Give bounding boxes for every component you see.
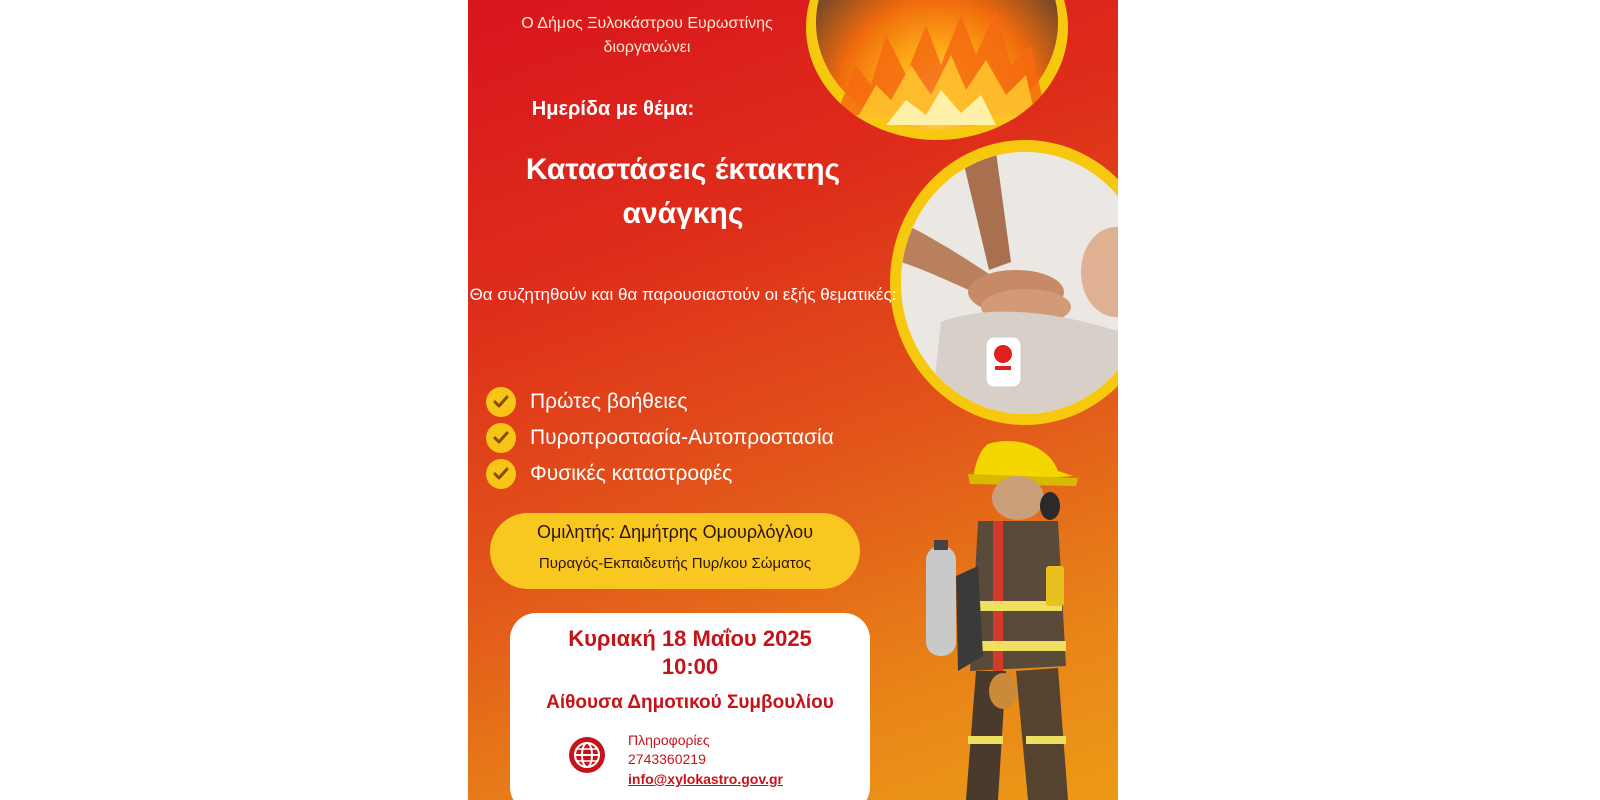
info-phone: 2743360219 (628, 751, 706, 767)
topics-intro: Θα συζητηθούν και θα παρουσιαστούν οι εξής θεματικές: (469, 285, 897, 304)
firefighter-image (898, 436, 1098, 800)
topic-label: Φυσικές καταστροφές (530, 462, 733, 485)
globe-icon (568, 736, 606, 779)
event-poster (468, 0, 1118, 800)
subtitle-intro: Ημερίδα με θέμα: (531, 98, 695, 120)
event-time: 10:00 (661, 654, 719, 679)
cpr-photo (890, 140, 1118, 425)
event-date: Κυριακή 18 Μαΐου 2025 (568, 626, 812, 651)
list-item (486, 456, 834, 492)
event-title: Καταστάσεις έκτακτης ανάγκης (525, 153, 841, 230)
info-label: Πληροφορίες (628, 732, 710, 748)
cpr-image (901, 152, 1118, 414)
topics-list (486, 384, 834, 492)
check-icon (486, 423, 516, 453)
list-item (486, 384, 834, 420)
event-venue: Αίθουσα Δημοτικού Συμβουλίου (546, 692, 834, 713)
speaker-role: Πυραγός-Εκπαιδευτής Πυρ/κου Σώματος (538, 555, 812, 572)
info-email-link[interactable]: info@xylokastro.gov.gr (628, 771, 783, 787)
wildfire-photo (806, 0, 1068, 140)
organizer-text: Ο Δήμος Ξυλοκάστρου Ευρωστίνης διοργανώνει (521, 15, 773, 56)
list-item (486, 420, 834, 456)
check-icon (486, 387, 516, 417)
wildfire-image (816, 0, 1058, 130)
topic-label: Πρώτες βοήθειες (530, 390, 688, 413)
speaker-badge (490, 513, 860, 589)
topic-label: Πυροπροστασία-Αυτοπροστασία (530, 426, 834, 449)
speaker-name: Ομιλητής: Δημήτρης Ομουρλόγλου (536, 522, 814, 542)
check-icon (486, 459, 516, 489)
